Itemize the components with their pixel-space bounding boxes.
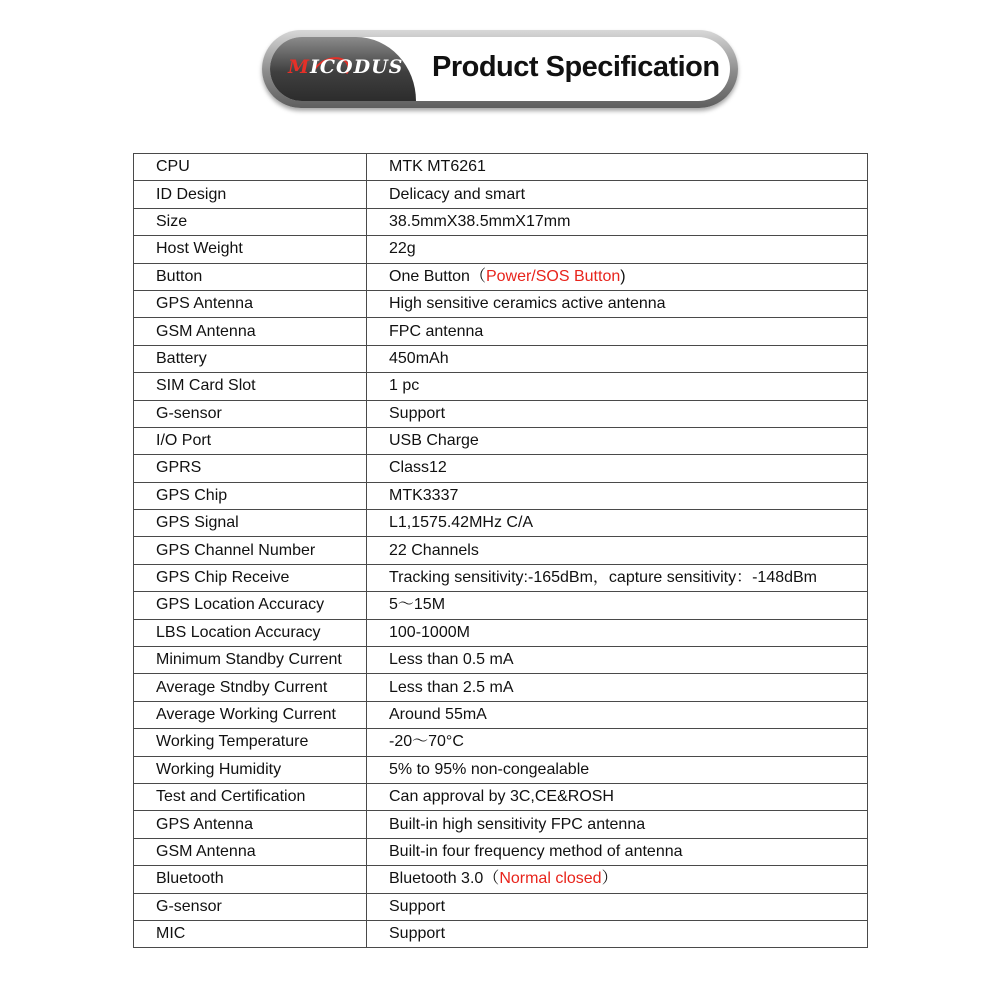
spec-value-text: One Button（	[389, 267, 486, 285]
spec-value: 450mAh	[367, 345, 868, 372]
spec-label: Average Stndby Current	[134, 674, 367, 701]
table-row	[134, 756, 868, 783]
table-row	[134, 510, 868, 537]
spec-value: Less than 0.5 mA	[367, 647, 868, 674]
spec-label: GPS Channel Number	[134, 537, 367, 564]
table-row	[134, 154, 868, 181]
spec-label: I/O Port	[134, 427, 367, 454]
table-row	[134, 482, 868, 509]
spec-value: 22g	[367, 236, 868, 263]
spec-label: GPS Chip	[134, 482, 367, 509]
spec-value	[367, 866, 868, 893]
spec-value: Around 55mA	[367, 701, 868, 728]
spec-label: Size	[134, 208, 367, 235]
logo-rest: ICODUS	[310, 56, 404, 78]
table-row	[134, 455, 868, 482]
table-row	[134, 427, 868, 454]
spec-value: Less than 2.5 mA	[367, 674, 868, 701]
banner-inner	[270, 37, 730, 101]
spec-label: GPS Chip Receive	[134, 564, 367, 591]
table-row	[134, 537, 868, 564]
spec-label: Working Temperature	[134, 729, 367, 756]
table-row	[134, 236, 868, 263]
spec-label: ID Design	[134, 181, 367, 208]
logo-panel	[270, 37, 416, 101]
spec-label: MIC	[134, 920, 367, 947]
spec-label: LBS Location Accuracy	[134, 619, 367, 646]
table-row	[134, 208, 868, 235]
table-row	[134, 345, 868, 372]
table-row	[134, 263, 868, 290]
logo-initial: M	[288, 56, 311, 78]
table-row	[134, 318, 868, 345]
spec-label: CPU	[134, 154, 367, 181]
spec-label: Host Weight	[134, 236, 367, 263]
spec-value: High sensitive ceramics active antenna	[367, 290, 868, 317]
table-row	[134, 290, 868, 317]
spec-label: Button	[134, 263, 367, 290]
spec-label: SIM Card Slot	[134, 373, 367, 400]
spec-label: Minimum Standby Current	[134, 647, 367, 674]
spec-value	[367, 263, 868, 290]
spec-label: GPS Location Accuracy	[134, 592, 367, 619]
spec-value-highlight: Power/SOS Button	[485, 267, 621, 285]
spec-label: Test and Certification	[134, 783, 367, 810]
spec-value: 1 pc	[367, 373, 868, 400]
table-row	[134, 920, 868, 947]
spec-value: -20～70°C	[367, 729, 868, 756]
spec-label: G-sensor	[134, 893, 367, 920]
spec-value: 22 Channels	[367, 537, 868, 564]
table-row	[134, 729, 868, 756]
spec-table-body	[134, 154, 868, 948]
spec-label: GSM Antenna	[134, 318, 367, 345]
header-banner	[262, 30, 738, 108]
spec-value: Support	[367, 893, 868, 920]
brand-logo	[288, 56, 403, 78]
spec-label: Working Humidity	[134, 756, 367, 783]
table-row	[134, 181, 868, 208]
spec-table	[133, 153, 868, 948]
spec-value-text: ）	[601, 870, 618, 888]
page-title: Product Specification	[432, 51, 720, 83]
table-row	[134, 783, 868, 810]
spec-label: Average Working Current	[134, 701, 367, 728]
spec-label: Battery	[134, 345, 367, 372]
table-row	[134, 838, 868, 865]
spec-label: GPS Signal	[134, 510, 367, 537]
spec-label: GSM Antenna	[134, 838, 367, 865]
spec-value: Class12	[367, 455, 868, 482]
spec-label: GPRS	[134, 455, 367, 482]
table-row	[134, 619, 868, 646]
table-row	[134, 400, 868, 427]
spec-value-text: )	[620, 267, 626, 285]
table-row	[134, 811, 868, 838]
table-row	[134, 674, 868, 701]
spec-value: USB Charge	[367, 427, 868, 454]
spec-value: Support	[367, 920, 868, 947]
spec-value: 38.5mmX38.5mmX17mm	[367, 208, 868, 235]
spec-value: Tracking sensitivity:-165dBm，capture sensitivity：-148dBm	[367, 564, 868, 591]
spec-label: Bluetooth	[134, 866, 367, 893]
spec-value: Delicacy and smart	[367, 181, 868, 208]
spec-value: 5% to 95% non-congealable	[367, 756, 868, 783]
table-row	[134, 647, 868, 674]
spec-value: Built-in high sensitivity FPC antenna	[367, 811, 868, 838]
spec-label: GPS Antenna	[134, 290, 367, 317]
spec-value-text: Bluetooth 3.0（	[389, 870, 500, 888]
spec-value: Built-in four frequency method of antenna	[367, 838, 868, 865]
spec-value: 5～15M	[367, 592, 868, 619]
table-row	[134, 373, 868, 400]
spec-value: 100-1000M	[367, 619, 868, 646]
spec-value: Support	[367, 400, 868, 427]
spec-value-highlight: Normal closed	[499, 870, 602, 888]
spec-value: L1,1575.42MHz C/A	[367, 510, 868, 537]
spec-label: G-sensor	[134, 400, 367, 427]
spec-value: MTK3337	[367, 482, 868, 509]
spec-label: GPS Antenna	[134, 811, 367, 838]
spec-value: Can approval by 3C,CE&ROSH	[367, 783, 868, 810]
table-row	[134, 564, 868, 591]
spec-value: FPC antenna	[367, 318, 868, 345]
table-row	[134, 866, 868, 893]
spec-value: MTK MT6261	[367, 154, 868, 181]
table-row	[134, 893, 868, 920]
table-row	[134, 701, 868, 728]
table-row	[134, 592, 868, 619]
